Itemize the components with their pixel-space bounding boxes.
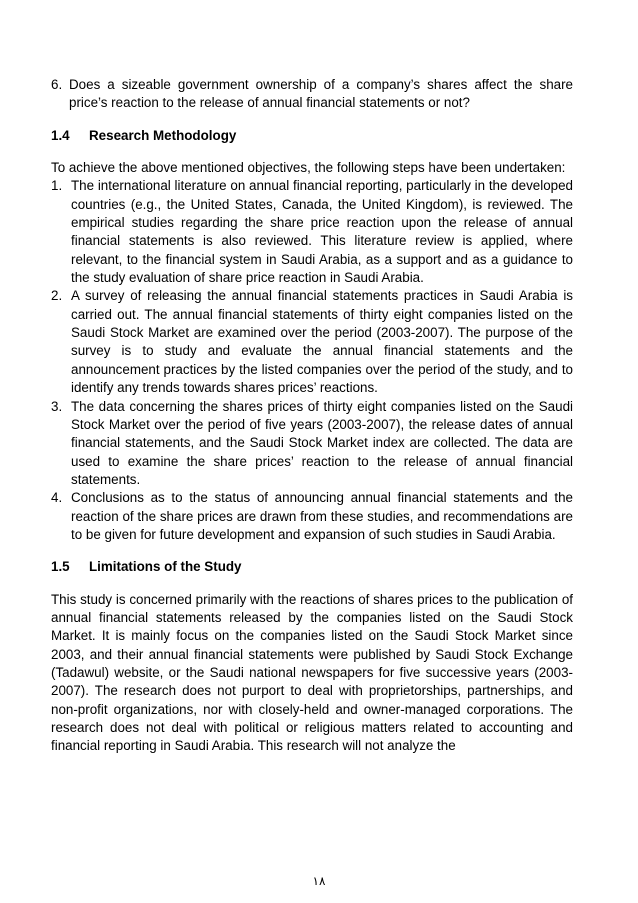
question-text: Does a sizeable government ownership of a company’s shares affect the share price’s reaction to the release of annual financial statements or not? — [69, 77, 573, 111]
section-heading-limitations — [51, 558, 573, 576]
list-item — [51, 489, 573, 544]
section-number: 1.4 — [51, 127, 70, 143]
list-item-text: A survey of releasing the annual financial statements practices in Saudi Arabia is carried out. The annual financial statements of thirty eight companies listed on the Saudi Stock Market are examined over the period (2003-2007). The purpose of the survey is to study and evaluate the annual financial statements and the announcement practices by the listed companies over the period of the study, and to identify any trends towards shares prices’ reactions. — [71, 288, 573, 396]
list-item-number: 1. — [51, 178, 63, 194]
list-item-text: Conclusions as to the status of announcing annual financial statements and the reaction of the share prices are drawn from these studies, and recommendations are to be given for future development and expansion of such studies in Saudi Arabia. — [71, 490, 573, 542]
page-number: ١٨ — [312, 874, 326, 888]
document-page — [51, 76, 573, 756]
list-item-text: The international literature on annual financial reporting, particularly in the developed countries (e.g., the United States, Canada, the United Kingdom), is reviewed. The empirical studies regarding the share price reaction upon the release of annual financial statements is also reviewed. This literature review is applied, where relevant, to the financial system in Saudi Arabia, as a support and as a guidance to the study evaluation of share price reaction in Saudi Arabia. — [71, 178, 573, 286]
section-number: 1.5 — [51, 559, 70, 575]
methodology-steps-list — [51, 177, 573, 544]
list-item — [51, 398, 573, 490]
limitations-paragraph: This study is concerned primarily with the reactions of shares prices to the publication of annual financial statements released by the companies listed on the Saudi Stock Market. It is mainly focus on the companies listed on the Saudi Stock Market since 2003, and their annual financial statements were published by Saudi Stock Exchange (Tadawul) website, or the Saudi national newspapers for five successive years (2003-2007). The research does not purport to deal with proprietorships, partnerships, and non-profit organizations, nor with closely-held and owner-managed corporations. The research does not deal with political or religious matters related to accounting and financial reporting in Saudi Arabia. This research will not analyze the — [51, 591, 573, 754]
section-title: Research Methodology — [89, 127, 237, 143]
list-item-number: 2. — [51, 288, 63, 304]
question-number: 6. — [51, 77, 63, 92]
list-item-number: 3. — [51, 398, 63, 414]
list-item-text: The data concerning the shares prices of thirty eight companies listed on the Saudi Stock Market over the period of five years (2003-2007), the release dates of annual financial statements, and the Saudi Stock Market index are collected. The data are used to examine the share prices’ reaction to the release of annual financial statements. — [71, 398, 573, 487]
list-item-number: 4. — [51, 490, 63, 506]
list-item — [51, 287, 573, 397]
section-heading-research-methodology — [51, 127, 573, 145]
question-item — [51, 76, 573, 113]
list-item — [51, 177, 573, 287]
methodology-intro: To achieve the above mentioned objectives, the following steps have been undertaken: — [51, 160, 566, 176]
section-title: Limitations of the Study — [89, 559, 242, 575]
